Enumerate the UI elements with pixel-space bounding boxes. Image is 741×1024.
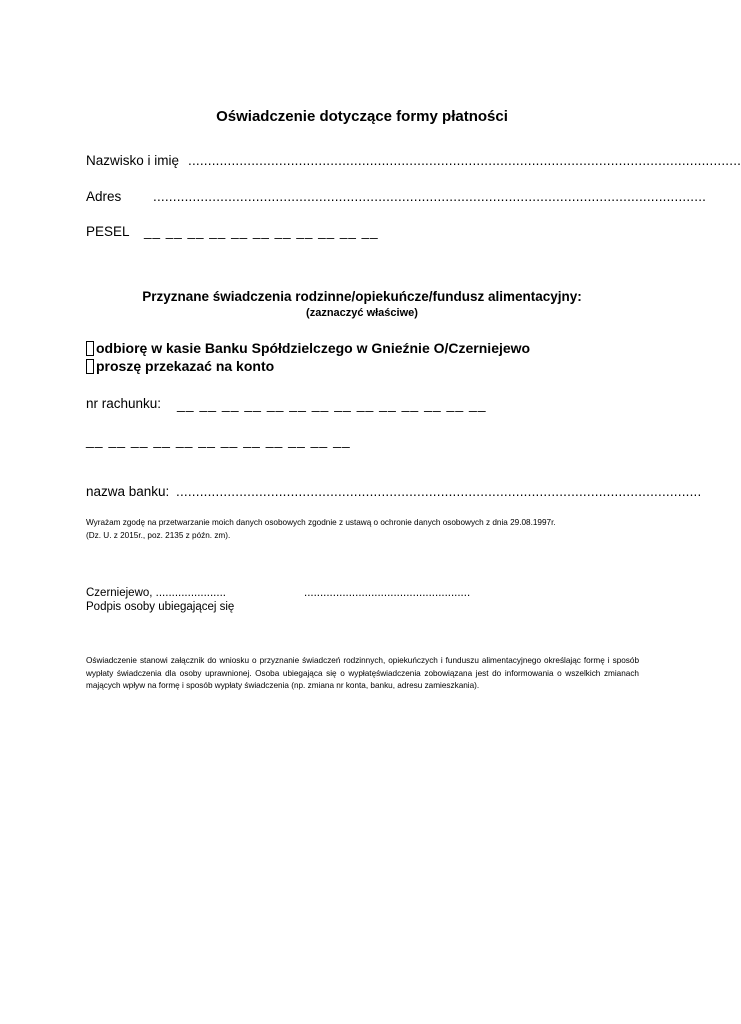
footnote: Oświadczenie stanowi załącznik do wniosku o przyznanie świadczeń rodzinnych, opiekuńczych i funduszu alimentacyjnego określając formę i sposób wypłaty świadczenia dla osoby uprawnionej. Osoba ubiegająca się o wypłatęświadczenia zobowiązana jest do informowania o wszelkich zmianach mających wpływ na formę i sposób wypłaty świadczenia (np. zmiana nr konta, banku, adresu zamieszkania). [86,656,639,690]
bank-name-field[interactable]: ..................................................................................................................................... [176,484,702,499]
bank-name-label: nazwa banku: [86,484,170,499]
option-bank-transfer[interactable] [86,358,274,374]
benefits-subheading: (zaznaczyć właściwe) [306,307,418,319]
account-number-part2[interactable]: __ __ __ __ __ __ __ __ __ __ __ __ [86,432,351,448]
account-label: nr rachunku: [86,396,162,411]
account-number-part1[interactable]: __ __ __ __ __ __ __ __ __ __ __ __ __ __ [177,396,487,412]
name-field[interactable]: ............................................................................................................................................ [188,153,741,168]
name-label: Nazwisko i imię [86,153,180,168]
option-bank-transfer-label: proszę przekazać na konto [96,358,275,374]
option-cash-desk-label: odbiorę w kasie Banku Spółdzielczego w Gnieźnie O/Czerniejewo [96,340,531,356]
checkbox-icon[interactable] [86,359,94,374]
signature-place-date[interactable]: Czerniejewo, ...................... [86,587,226,599]
checkbox-icon[interactable] [86,341,94,356]
signature-field[interactable]: .................................................... [304,587,471,599]
consent-text: Wyrażam zgodę na przetwarzanie moich danych osobowych zgodnie z ustawą o ochronie danych osobowych z dnia 29.08.1997r. [86,518,556,527]
address-field[interactable]: ............................................................................................................................................ [153,189,707,204]
pesel-label: PESEL [86,224,130,239]
option-cash-desk[interactable] [86,340,530,356]
pesel-field[interactable]: __ __ __ __ __ __ __ __ __ __ __ [144,224,379,239]
document-title: Oświadczenie dotyczące formy płatności [216,108,508,125]
consent-reference: (Dz. U. z 2015r., poz. 2135 z późn. zm). [86,531,231,540]
benefits-heading: Przyznane świadczenia rodzinne/opiekuńcze/fundusz alimentacyjny: [142,289,582,304]
signature-caption: Podpis osoby ubiegającej się [86,601,235,613]
address-label: Adres [86,189,122,204]
